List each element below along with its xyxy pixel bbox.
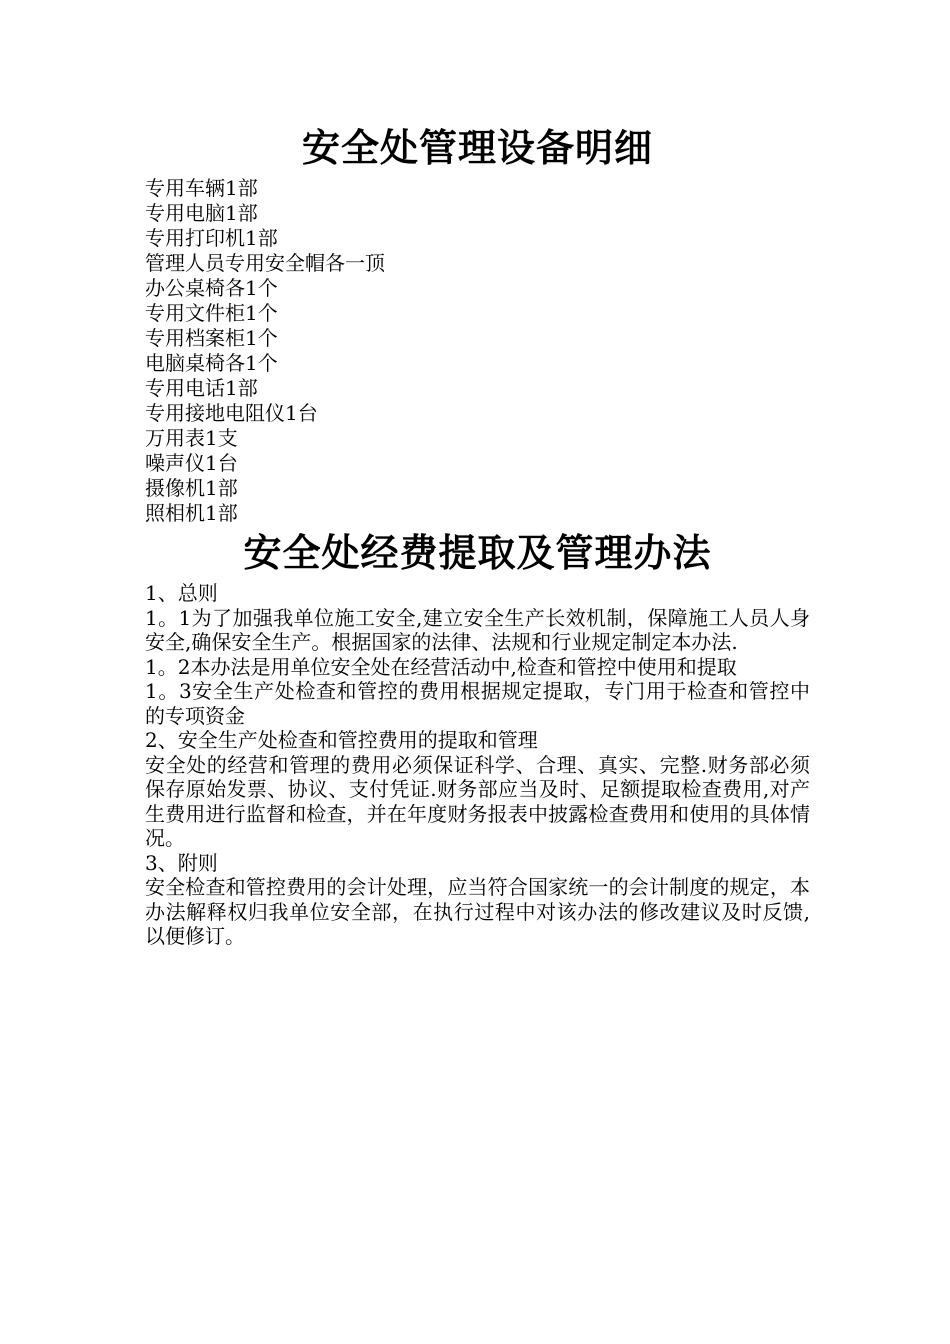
list-item: 照相机1部 <box>145 501 238 525</box>
section-heading-general: 1、总则 <box>145 581 218 605</box>
equipment-list <box>145 176 810 526</box>
paragraph: 1。2本办法是用单位安全处在经营活动中,检查和管控中使用和提取 <box>145 654 737 679</box>
paragraph: 1。3安全生产处检查和管控的费用根据规定提取，专门用于检查和管控中的专项资金 <box>145 679 810 728</box>
list-item: 专用电话1部 <box>145 376 258 400</box>
list-item: 专用电脑1部 <box>145 201 258 225</box>
list-item: 办公桌椅各1个 <box>145 276 278 300</box>
funding-rules-title: 安全处经费提取及管理办法 <box>243 530 712 575</box>
list-item: 专用打印机1部 <box>145 226 278 250</box>
list-item: 专用文件柜1个 <box>145 301 278 325</box>
funding-rules-body <box>145 581 810 949</box>
section-heading-management: 2、安全生产处检查和管控费用的提取和管理 <box>145 728 538 752</box>
list-item: 噪声仪1台 <box>145 451 238 475</box>
list-item: 电脑桌椅各1个 <box>145 351 278 375</box>
equipment-list-title: 安全处管理设备明细 <box>301 125 653 170</box>
document-page <box>145 120 810 949</box>
list-item: 专用档案柜1个 <box>145 326 278 350</box>
paragraph: 安全处的经营和管理的费用必须保证科学、合理、真实、完整.财务部必须保存原始发票、协议、支付凭证.财务部应当及时、足额提取检查费用,对产生费用进行监督和检查，并在年度财务报表中披露检查费用和使用的具体情况。 <box>145 752 810 850</box>
section-heading-supplementary: 3、附则 <box>145 850 218 875</box>
list-item: 摄像机1部 <box>145 476 238 500</box>
list-item: 万用表1支 <box>145 426 238 450</box>
paragraph: 安全检查和管控费用的会计处理，应当符合国家统一的会计制度的规定，本办法解释权归我单位安全部，在执行过程中对该办法的修改建议及时反馈,以便修订。 <box>145 875 810 948</box>
list-item: 专用车辆1部 <box>145 176 258 200</box>
paragraph: 1。1为了加强我单位施工安全,建立安全生产长效机制，保障施工人员人身安全,确保安全生产。根据国家的法律、法规和行业规定制定本办法. <box>145 605 810 654</box>
list-item: 专用接地电阻仪1台 <box>145 401 318 425</box>
list-item: 管理人员专用安全帽各一顶 <box>145 251 385 275</box>
